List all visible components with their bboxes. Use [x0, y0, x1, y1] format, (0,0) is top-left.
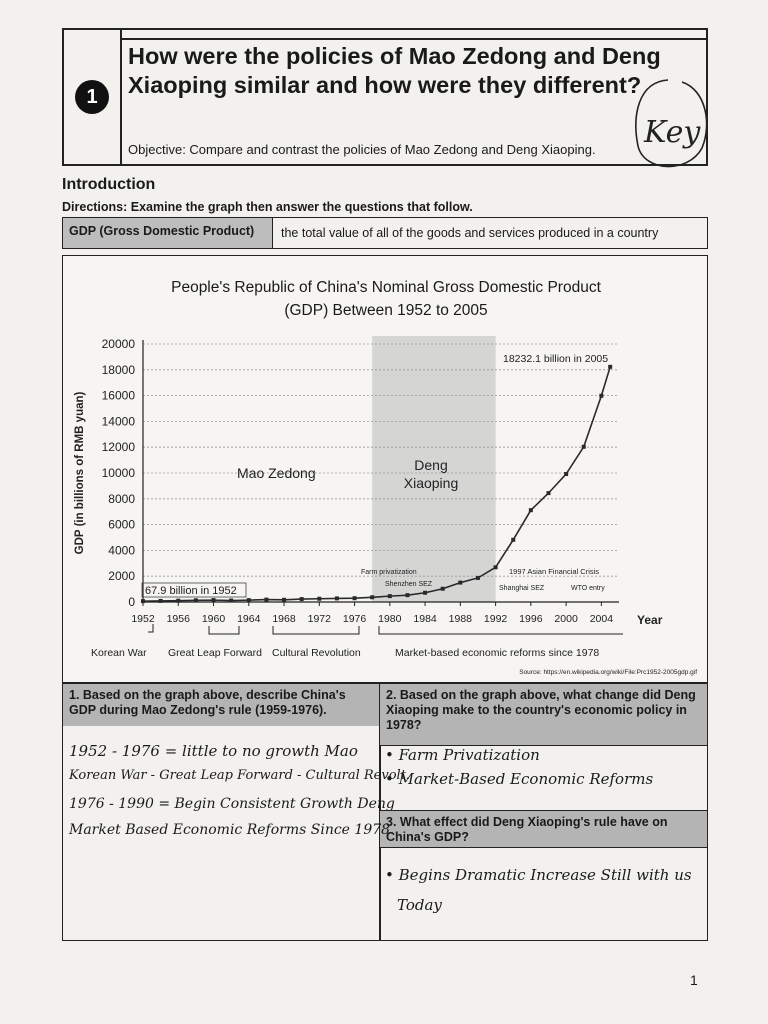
era-korean-war: Korean War — [91, 647, 147, 659]
answer-1-line-3[interactable]: 1976 - 1990 = Begin Consistent Growth Deng — [69, 796, 395, 812]
gdp-data-point — [441, 587, 445, 591]
gdp-data-point — [546, 491, 550, 495]
number-column — [64, 30, 122, 164]
lesson-objective: Objective: Compare and contrast the policies of Mao Zedong and Deng Xiaoping. — [128, 142, 596, 157]
shenzhen-annotation: Shenzhen SEZ — [385, 581, 433, 588]
x-tick-label: 1984 — [413, 613, 437, 625]
x-tick-label: 2000 — [554, 613, 578, 625]
gdp-data-point — [176, 599, 180, 603]
x-tick-label: 1972 — [307, 613, 331, 625]
y-tick-label: 16000 — [101, 388, 135, 403]
gdp-data-point — [388, 594, 392, 598]
question-3: 3. What effect did Deng Xiaoping's rule have on China's GDP? — [380, 810, 707, 848]
gdp-data-point — [564, 472, 568, 476]
era-bracket — [273, 626, 359, 634]
answer-1-line-4[interactable]: Market Based Economic Reforms Since 1978 — [69, 822, 391, 838]
lesson-number-badge: 1 — [75, 80, 109, 114]
directions-text: Directions: Examine the graph then answer the questions that follow. — [62, 200, 473, 214]
era-bracket — [379, 626, 623, 634]
y-tick-label: 2000 — [108, 569, 135, 584]
gdp-data-point — [582, 445, 586, 449]
x-tick-label: 2004 — [589, 613, 614, 625]
y-tick-label: 18000 — [101, 362, 135, 377]
shanghai-annotation: Shanghai SEZ — [499, 585, 545, 592]
x-tick-label: 1996 — [519, 613, 543, 625]
end-annotation: 18232.1 billion in 2005 — [503, 353, 609, 365]
answer-2-line-1[interactable]: • Farm Privatization — [385, 746, 540, 764]
gdp-data-point — [599, 394, 603, 398]
y-tick-label: 12000 — [101, 440, 135, 455]
gdp-data-point — [494, 565, 498, 569]
farm-privatization-annotation: Farm privatization — [361, 569, 417, 576]
page-number: 1 — [690, 972, 698, 988]
y-tick-label: 20000 — [101, 337, 135, 351]
x-tick-label: 1976 — [342, 613, 367, 625]
gdp-data-point — [353, 596, 357, 600]
x-tick-label: 1968 — [272, 613, 296, 625]
gdp-data-point — [264, 598, 268, 602]
answer-1-line-1[interactable]: 1952 - 1976 = little to no growth Mao — [69, 742, 358, 760]
gdp-data-point — [370, 595, 374, 599]
mao-era-label: Mao Zedong — [237, 465, 316, 481]
lesson-header — [62, 28, 708, 166]
header-rule — [122, 38, 706, 40]
gdp-data-point — [141, 599, 145, 603]
question-2: 2. Based on the graph above, what change did Deng Xiaoping make to the country's economic policy in 1978? — [380, 684, 707, 746]
y-tick-label: 0 — [128, 595, 135, 609]
era-bracket — [209, 626, 239, 634]
gdp-data-point — [405, 593, 409, 597]
era-bracket — [148, 624, 153, 632]
key-annotation-text: Key — [644, 115, 701, 150]
era-market-reforms: Market-based economic reforms since 1978 — [395, 647, 600, 659]
gdp-data-point — [194, 598, 198, 602]
y-tick-label: 4000 — [108, 543, 135, 558]
answer-3-line-1[interactable]: • Begins Dramatic Increase Still with us — [385, 866, 692, 884]
era-cultural-revolution: Cultural Revolution — [272, 647, 361, 659]
gdp-data-point — [476, 576, 480, 580]
gdp-data-point — [229, 599, 233, 603]
gdp-data-point — [317, 597, 321, 601]
lesson-title: How were the policies of Mao Zedong and Deng Xiaoping similar and how were they different? — [128, 43, 661, 98]
x-tick-label: 1960 — [201, 613, 226, 625]
gdp-definition-box — [62, 217, 708, 249]
answer-2-line-2[interactable]: • Market-Based Economic Reforms — [385, 770, 654, 788]
asian-crisis-annotation: 1997 Asian Financial Crisis — [509, 567, 600, 576]
answer-1-line-2[interactable]: Korean War - Great Leap Forward - Cultural Revolt. — [69, 768, 411, 783]
x-axis-label: Year — [637, 613, 663, 627]
gdp-data-point — [212, 598, 216, 602]
x-tick-label: 1980 — [378, 613, 402, 625]
x-tick-label: 1952 — [131, 613, 155, 625]
gdp-data-point — [300, 597, 304, 601]
gdp-definition: the total value of all of the goods and services produced in a country — [281, 226, 659, 240]
chart-title-line1: People's Republic of China's Nominal Gross Domestic Product — [171, 279, 601, 296]
gdp-data-point — [608, 365, 612, 369]
gdp-data-point — [335, 596, 339, 600]
deng-era-label-2: Xiaoping — [403, 475, 459, 491]
question-1: 1. Based on the graph above, describe China's GDP during Mao Zedong's rule (1959-1976). — [63, 684, 379, 726]
wto-annotation: WTO entry — [571, 585, 605, 592]
x-tick-label: 1964 — [237, 613, 261, 625]
y-tick-label: 8000 — [108, 491, 135, 506]
questions-grid — [62, 683, 708, 941]
gdp-data-point — [458, 581, 462, 585]
x-tick-label: 1992 — [483, 613, 508, 625]
chart-title-line2: (GDP) Between 1952 to 2005 — [284, 302, 488, 319]
era-great-leap: Great Leap Forward — [168, 647, 262, 659]
gdp-data-point — [529, 508, 533, 512]
introduction-heading: Introduction — [62, 176, 156, 193]
y-tick-label: 6000 — [108, 517, 135, 532]
deng-era-label-1: Deng — [414, 457, 448, 473]
x-tick-label: 1988 — [448, 613, 473, 625]
gdp-data-point — [247, 598, 251, 602]
gdp-data-point — [282, 598, 286, 602]
answer-3-line-2[interactable]: Today — [397, 896, 442, 914]
start-annotation: 67.9 billion in 1952 — [145, 585, 237, 597]
gdp-data-point — [511, 538, 515, 542]
gdp-chart — [62, 255, 708, 683]
y-tick-label: 10000 — [101, 466, 135, 480]
y-axis-label: GDP (in billions of RMB yuan) — [74, 391, 86, 555]
gdp-data-point — [159, 599, 163, 603]
y-tick-label: 14000 — [101, 414, 135, 429]
source-citation: Source: https://en.wikipedia.org/wiki/File:Prc1952-2005gdp.gif — [519, 669, 697, 676]
gdp-term: GDP (Gross Domestic Product) — [63, 218, 273, 248]
gdp-data-point — [423, 591, 427, 595]
chart-svg — [63, 256, 709, 684]
x-tick-label: 1956 — [166, 613, 190, 625]
